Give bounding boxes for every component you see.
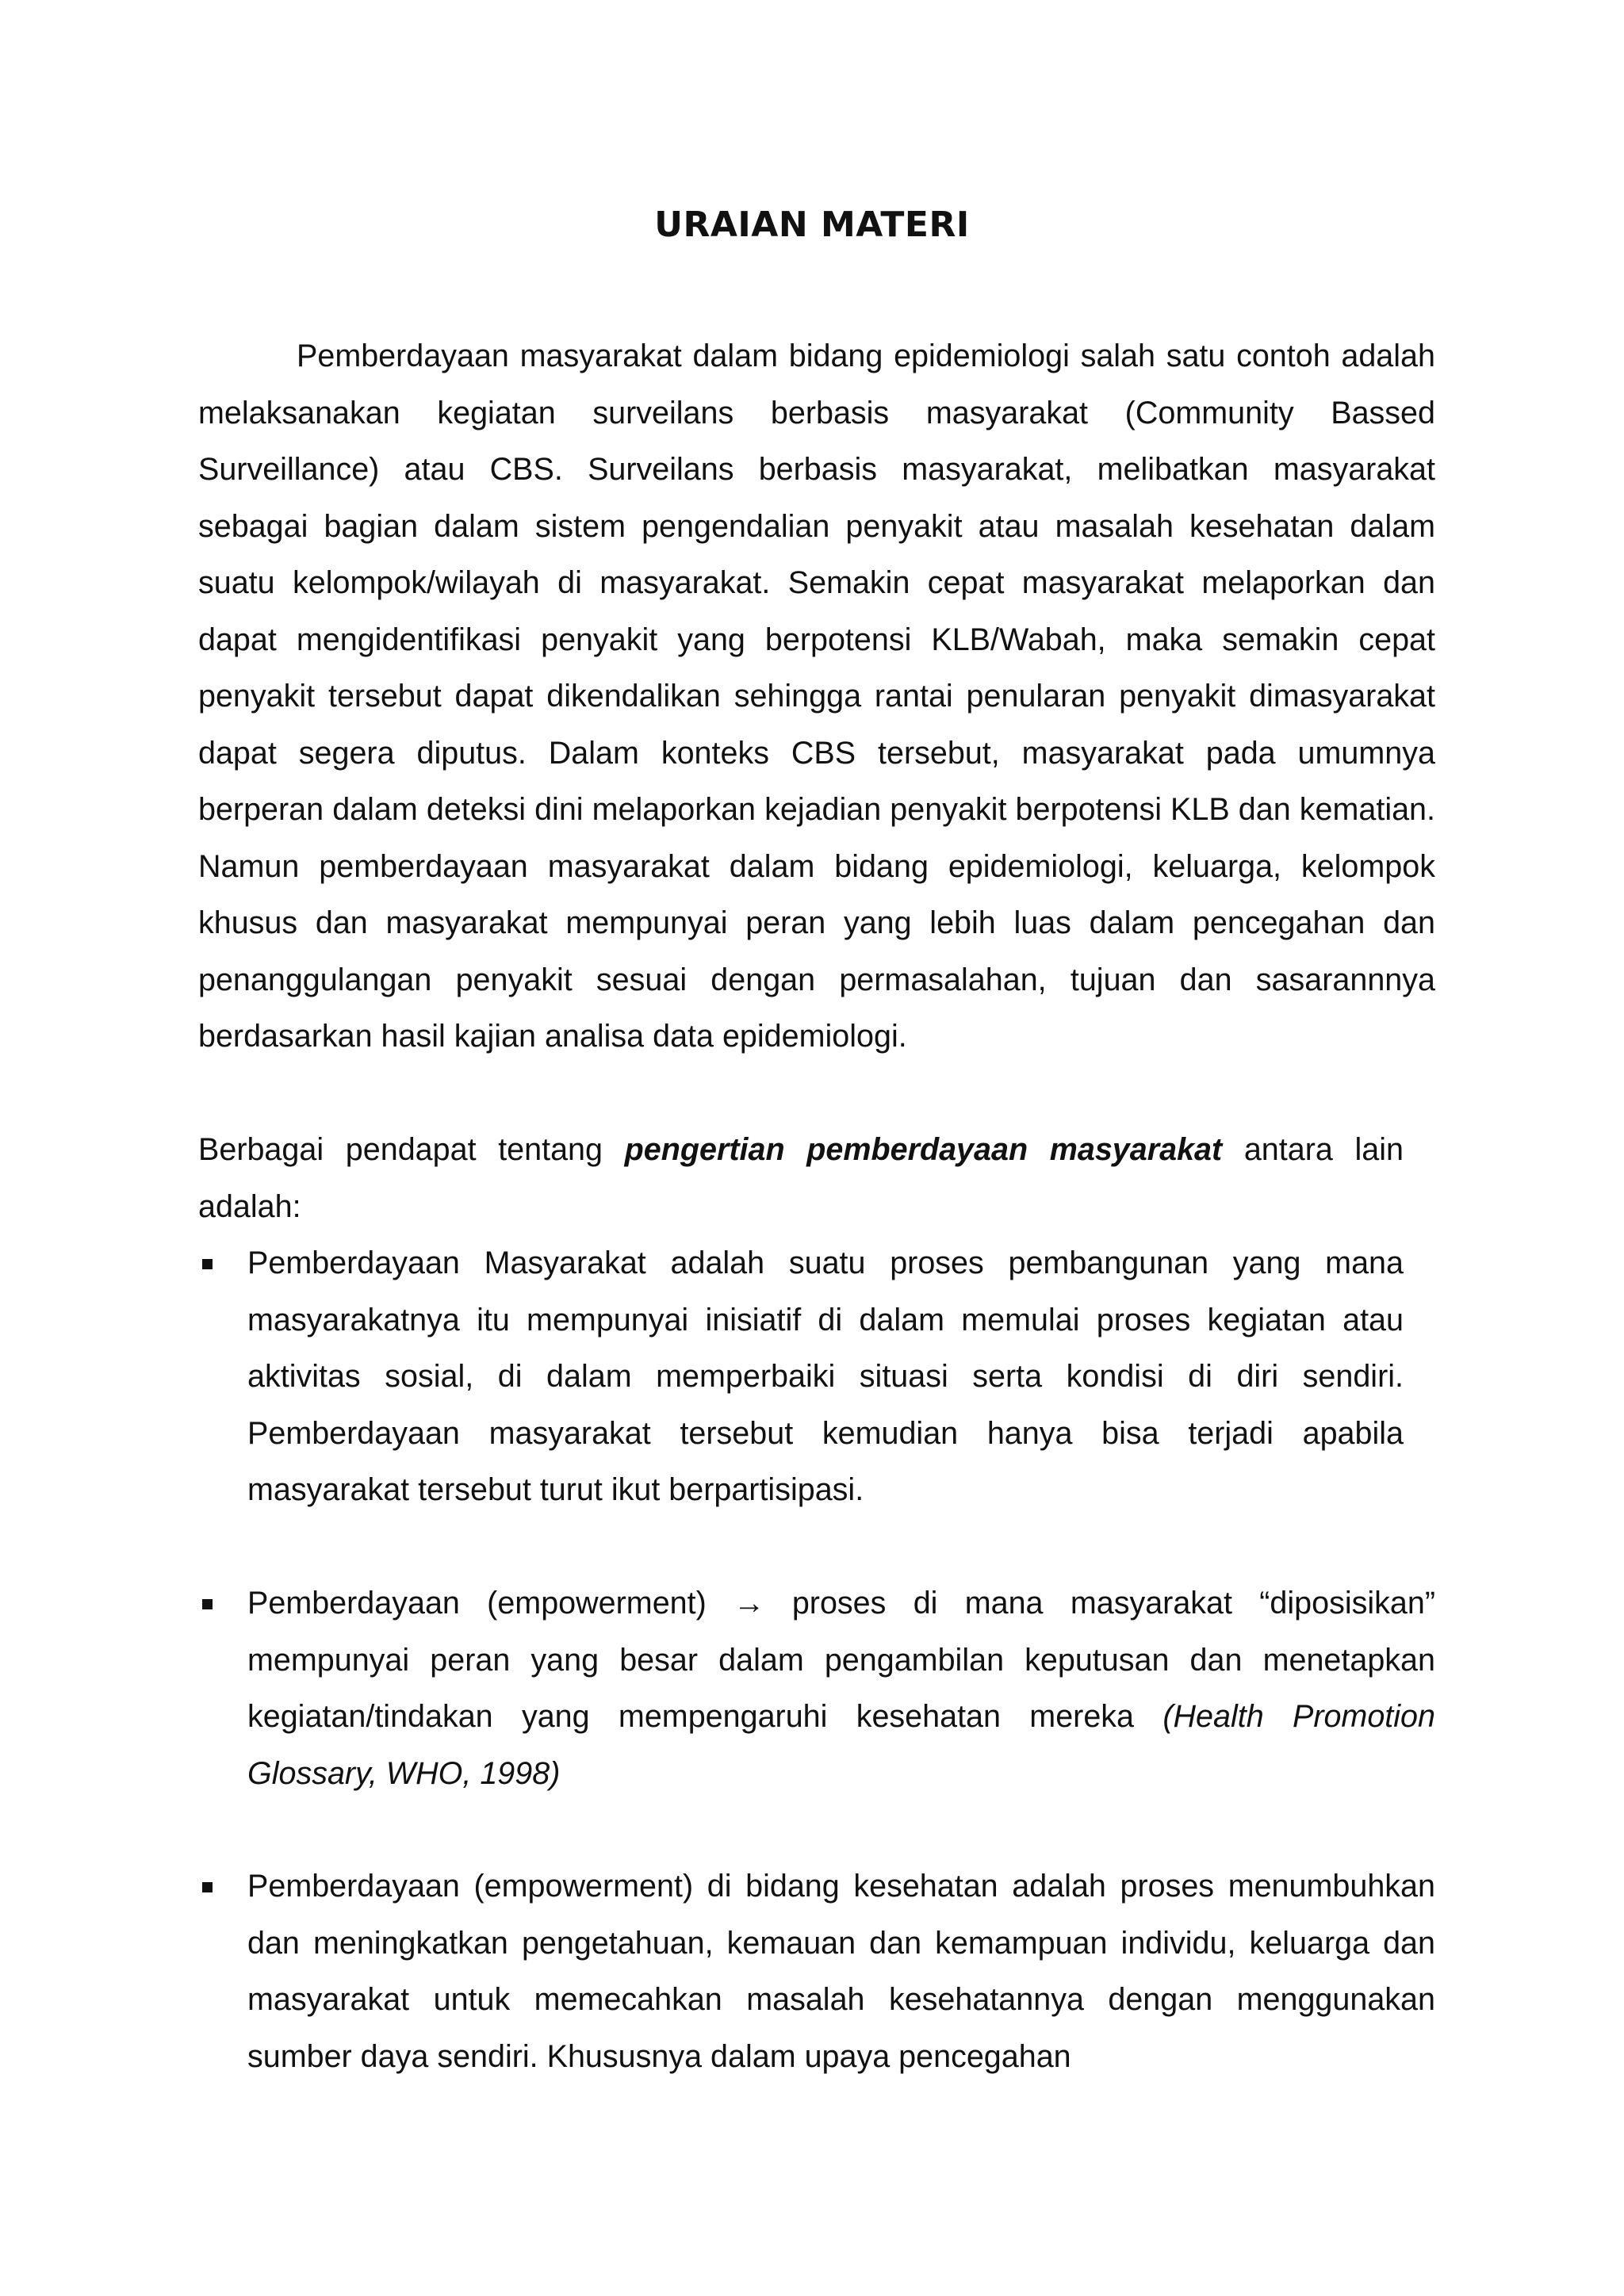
lead-text-before: Berbagai pendapat tentang (198, 1132, 625, 1167)
page-title: URAIAN MATERI (654, 205, 970, 245)
square-bullet-icon (202, 1858, 216, 1915)
definition-bullet-body: Pemberdayaan (empowerment) → proses di mana masyarakat “diposisikan” mempunyai peran yang besar dalam pengambilan keputusan dan menetapkan kegiatan/tindakan yang mempengaruhi kesehatan mereka (247, 1586, 1435, 1734)
intro-paragraph: Pemberdayaan masyarakat dalam bidang epidemiologi salah satu contoh adalah melaksanakan kegiatan surveilans berbasis masyarakat (Community Bassed Surveillance) atau CBS. Surveilans berbasis masyarakat, melibatkan masyarakat sebagai bagian dalam sistem pengendalian penyakit atau masalah kesehatan dalam suatu kelompok/wilayah di masyarakat. Semakin cepat masyarakat melaporkan dan dapat mengidentifikasi penyakit yang berpotensi KLB/Wabah, maka semakin cepat penyakit tersebut dapat dikendalikan sehingga rantai penularan penyakit dimasyarakat dapat segera diputus. Dalam konteks CBS tersebut, masyarakat pada umumnya berperan dalam deteksi dini melaporkan kejadian penyakit berpotensi KLB dan kematian. Namun pemberdayaan masyarakat dalam bidang epidemiologi, keluarga, kelompok khusus dan masyarakat mempunyai peran yang lebih luas dalam pencegahan dan penanggulangan penyakit sesuai dengan permasalahan, tujuan dan sasarannnya berdasarkan hasil kajian analisa data epidemiologi. (198, 339, 1435, 1054)
square-bullet-icon (202, 1575, 216, 1632)
definitions-lead (198, 1122, 1404, 1235)
definition-bullet-text: Pemberdayaan Masyarakat adalah suatu proses pembangunan yang mana masyarakatnya itu mempunyai inisiatif di dalam memulai proses kegiatan atau aktivitas sosial, di dalam memperbaiki situasi serta kondisi di diri sendiri. Pemberdayaan masyarakat tersebut kemudian hanya bisa terjadi apabila masyarakat tersebut turut ikut berpartisipasi. (247, 1246, 1404, 1507)
definition-bullet-text (247, 1575, 1435, 1802)
lead-emphasis: pengertian pemberdayaan masyarakat (624, 1132, 1223, 1167)
definition-bullet-text: Pemberdayaan (empowerment) di bidang kesehatan adalah proses menumbuhkan dan meningkatkan pengetahuan, kemauan dan kemampuan individu, keluarga dan masyarakat untuk memecahkan masalah kesehatannya dengan menggunakan sumber daya sendiri. Khususnya dalam upaya pencegahan (247, 1869, 1435, 2074)
square-bullet-icon (202, 1235, 216, 1292)
lead-text-after: antara lain adalah: (198, 1132, 1404, 1224)
citation: (Health Promotion Glossary, WHO, 1998) (247, 1699, 1435, 1791)
